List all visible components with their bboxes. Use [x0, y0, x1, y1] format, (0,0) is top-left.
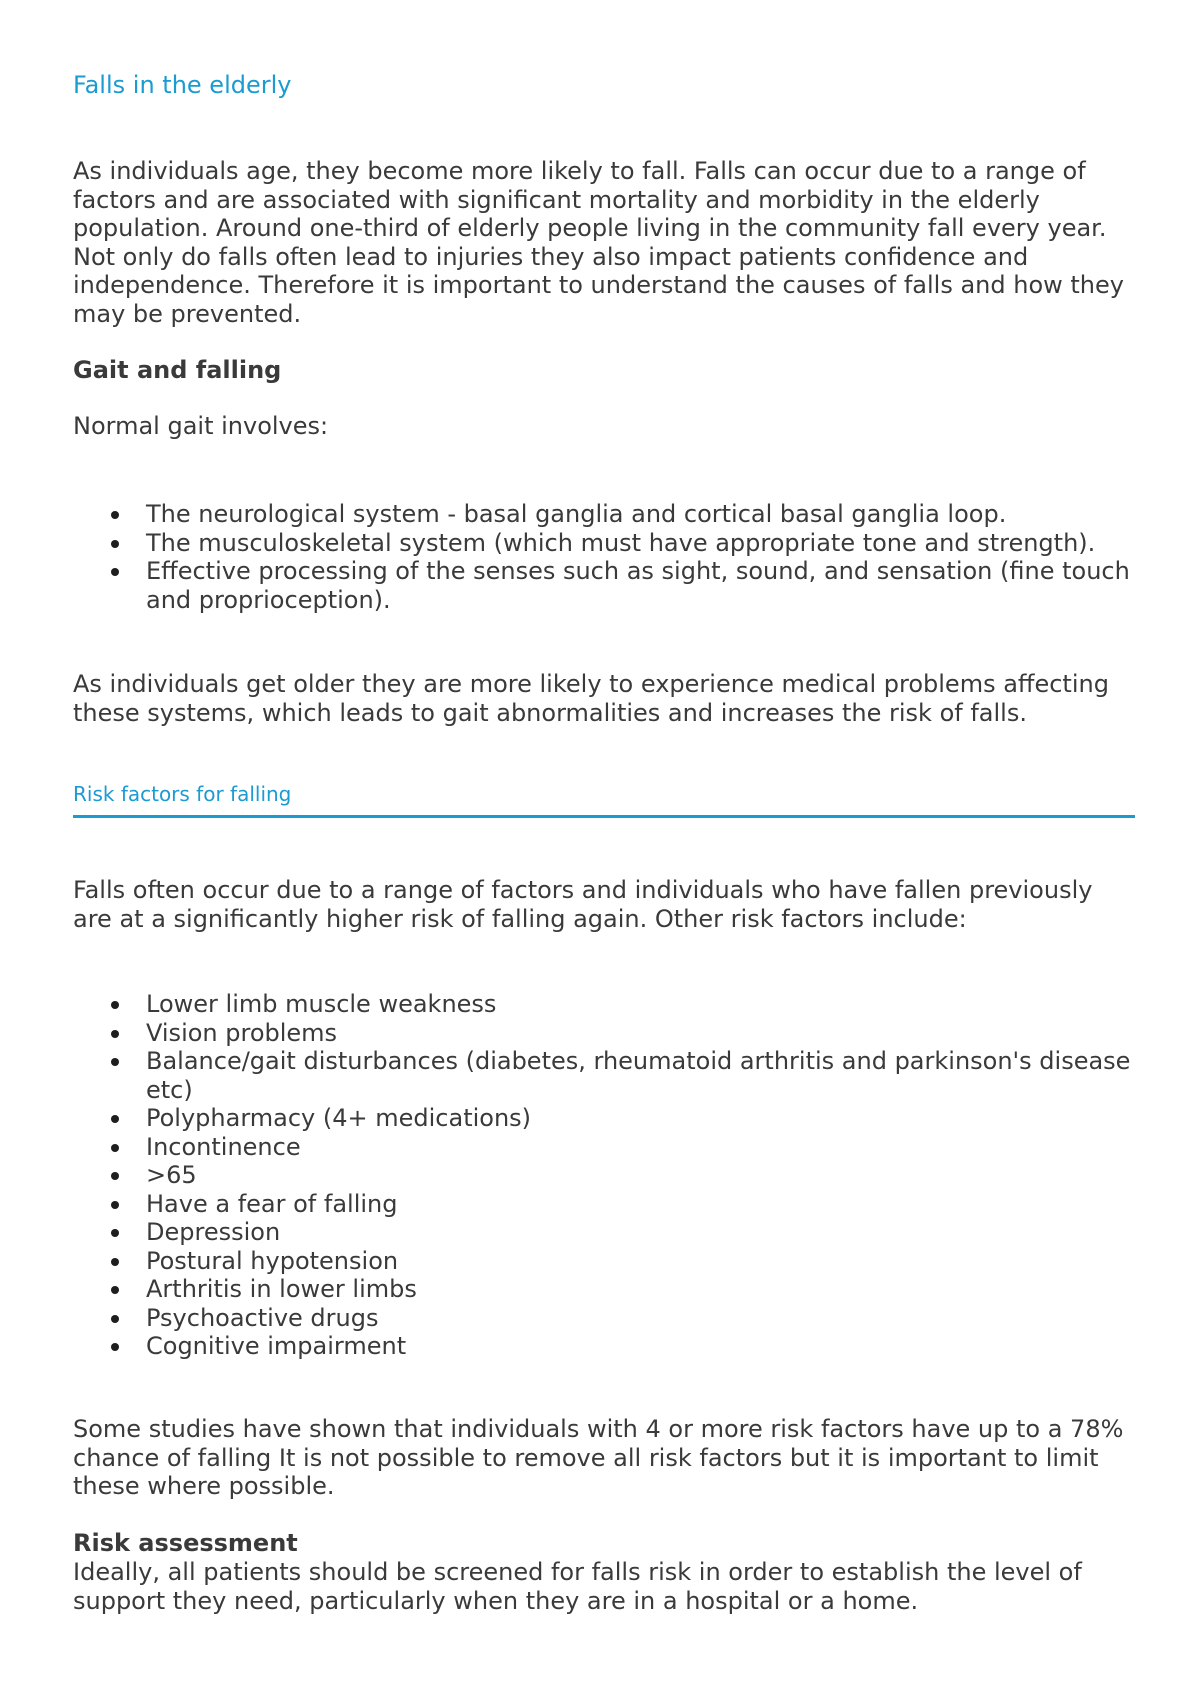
list-item: The musculoskeletal system (which must have appropriate tone and strength). — [73, 529, 1133, 558]
risk-list — [73, 990, 1133, 1361]
bullet-icon — [111, 1172, 119, 1180]
list-item: Psychoactive drugs — [73, 1304, 1133, 1333]
gait-heading: Gait and falling — [73, 356, 282, 384]
bullet-icon — [111, 1258, 119, 1266]
bullet-icon — [111, 1058, 119, 1066]
gait-summary: As individuals get older they are more likely to experience medical problems affecting these systems, which leads to gait abnormalities and increases the risk of falls. — [73, 670, 1109, 727]
list-item: Postural hypotension — [73, 1247, 1133, 1276]
list-item: Incontinence — [73, 1133, 1133, 1162]
risk-summary: Some studies have shown that individuals with 4 or more risk factors have up to a 78% chance of falling It is not possible to remove all risk factors but it is important to limit these where possible. — [73, 1415, 1124, 1500]
bullet-icon — [111, 1030, 119, 1038]
risk-lead: Falls often occur due to a range of factors and individuals who have fallen previously are at a significantly higher risk of falling again. Other risk factors include: — [73, 876, 1093, 933]
bullet-icon — [111, 540, 119, 548]
assessment-heading: Risk assessment — [73, 1529, 298, 1557]
list-item: Have a fear of falling — [73, 1190, 1133, 1219]
list-item: >65 — [73, 1161, 1133, 1190]
bullet-icon — [111, 1201, 119, 1209]
list-item: Cognitive impairment — [73, 1332, 1133, 1361]
bullet-icon — [111, 1144, 119, 1152]
list-item: Arthritis in lower limbs — [73, 1275, 1133, 1304]
list-item: Vision problems — [73, 1019, 1133, 1048]
list-item: The neurological system - basal ganglia and cortical basal ganglia loop. — [73, 500, 1133, 529]
list-item: Lower limb muscle weakness — [73, 990, 1133, 1019]
bullet-icon — [111, 1343, 119, 1351]
bullet-icon — [111, 1001, 119, 1009]
intro-paragraph: As individuals age, they become more likely to fall. Falls can occur due to a range of factors and are associated with significant mortality and morbidity in the elderly population. Around one-third of elderly people living in the community fall every year. Not only do falls often lead to injuries they also impact patients confidence and independence. Therefore it is important to understand the causes of falls and how they may be prevented. — [73, 157, 1124, 328]
gait-list — [73, 500, 1133, 614]
bullet-icon — [111, 1229, 119, 1237]
list-item: Balance/gait disturbances (diabetes, rheumatoid arthritis and parkinson's disease etc) — [73, 1047, 1133, 1104]
section-divider — [73, 815, 1135, 818]
list-item: Polypharmacy (4+ medications) — [73, 1104, 1133, 1133]
list-item: Effective processing of the senses such as sight, sound, and sensation (fine touch and proprioception). — [73, 557, 1133, 614]
gait-lead: Normal gait involves: — [73, 412, 329, 440]
risk-heading: Risk factors for falling — [73, 782, 292, 806]
bullet-icon — [111, 1286, 119, 1294]
bullet-icon — [111, 511, 119, 519]
bullet-icon — [111, 1115, 119, 1123]
assessment-text: Ideally, all patients should be screened for falls risk in order to establish the level of support they need, particularly when they are in a hospital or a home. — [73, 1558, 1082, 1615]
page-title: Falls in the elderly — [73, 71, 292, 99]
bullet-icon — [111, 1315, 119, 1323]
bullet-icon — [111, 568, 119, 576]
list-item: Depression — [73, 1218, 1133, 1247]
